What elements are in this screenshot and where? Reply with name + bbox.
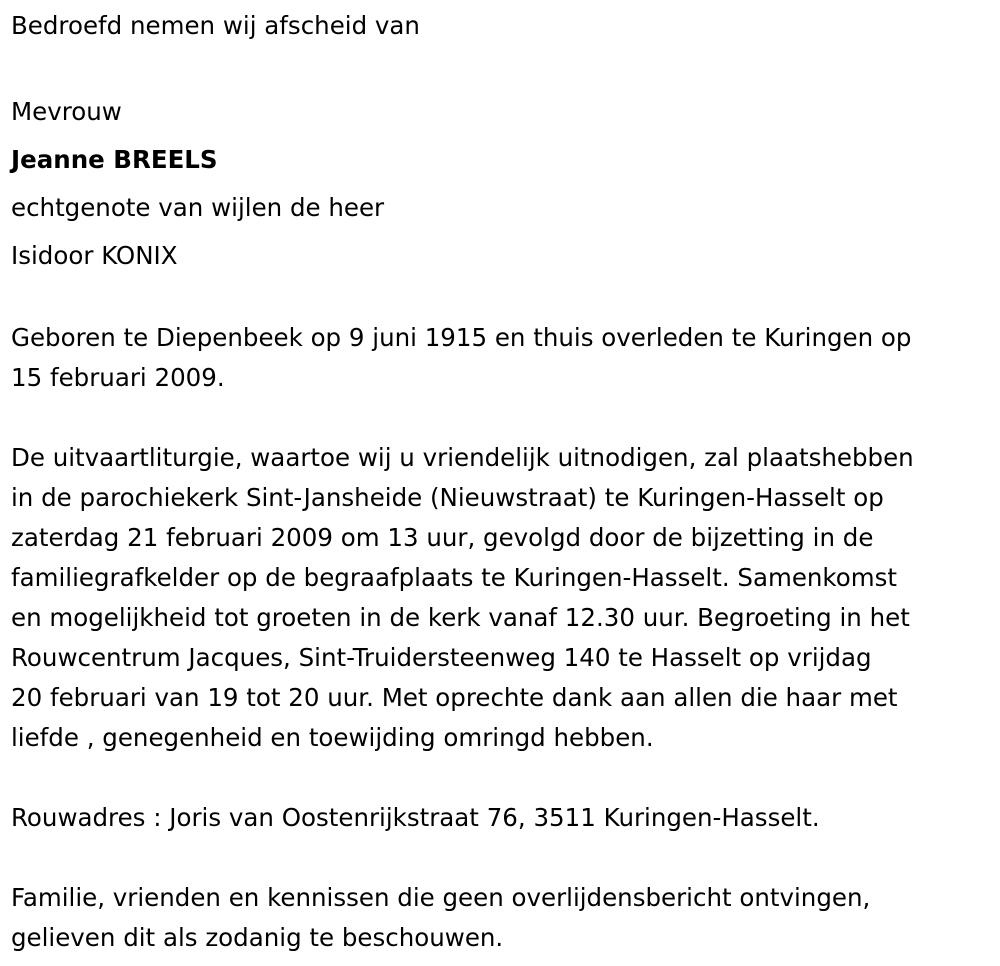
spacer xyxy=(11,838,1000,878)
paragraph-line: Familie, vrienden en kennissen die geen overlijdensbericht ontvingen, xyxy=(11,883,871,912)
relation-text: echtgenote van wijlen de heer xyxy=(11,193,385,222)
spouse-name: Isidoor KONIX xyxy=(11,241,178,270)
spacer xyxy=(11,398,1000,438)
paragraph-line: in de parochiekerk Sint-Jansheide (Nieuwstraat) te Kuringen-Hasselt op xyxy=(11,483,884,512)
paragraph-line: Geboren te Diepenbeek op 9 juni 1915 en thuis overleden te Kuringen op xyxy=(11,323,912,352)
salutation: Mevrouw xyxy=(11,97,122,126)
paragraph-line: 20 februari van 19 tot 20 uur. Met oprechte dank aan allen die haar met xyxy=(11,683,898,712)
paragraph-line: en mogelijkheid tot groeten in de kerk vanaf 12.30 uur. Begroeting in het xyxy=(11,603,910,632)
closing-note-paragraph xyxy=(11,878,1000,958)
mourning-address: Rouwadres : Joris van Oostenrijkstraat 76, 3511 Kuringen-Hasselt. xyxy=(11,803,820,832)
paragraph-line: zaterdag 21 februari 2009 om 13 uur, gevolgd door de bijzetting in de xyxy=(11,523,874,552)
paragraph-line: liefde , genegenheid en toewijding omringd hebben. xyxy=(11,723,654,752)
intro-text: Bedroefd nemen wij afscheid van xyxy=(11,11,420,40)
paragraph-line: 15 februari 2009. xyxy=(11,363,225,392)
spacer xyxy=(11,44,1000,88)
birth-death-paragraph xyxy=(11,318,1000,398)
deceased-name: Jeanne BREELS xyxy=(11,145,218,174)
spacer xyxy=(11,280,1000,318)
paragraph-line: Rouwcentrum Jacques, Sint-Truidersteenweg 140 te Hasselt op vrijdag xyxy=(11,643,872,672)
funeral-details-paragraph xyxy=(11,438,1000,758)
paragraph-line: gelieven dit als zodanig te beschouwen. xyxy=(11,923,504,952)
paragraph-line: familiegrafkelder op de begraafplaats te Kuringen-Hasselt. Samenkomst xyxy=(11,563,897,592)
paragraph-line: De uitvaartliturgie, waartoe wij u vriendelijk uitnodigen, zal plaatshebben xyxy=(11,443,914,472)
spacer xyxy=(11,758,1000,798)
